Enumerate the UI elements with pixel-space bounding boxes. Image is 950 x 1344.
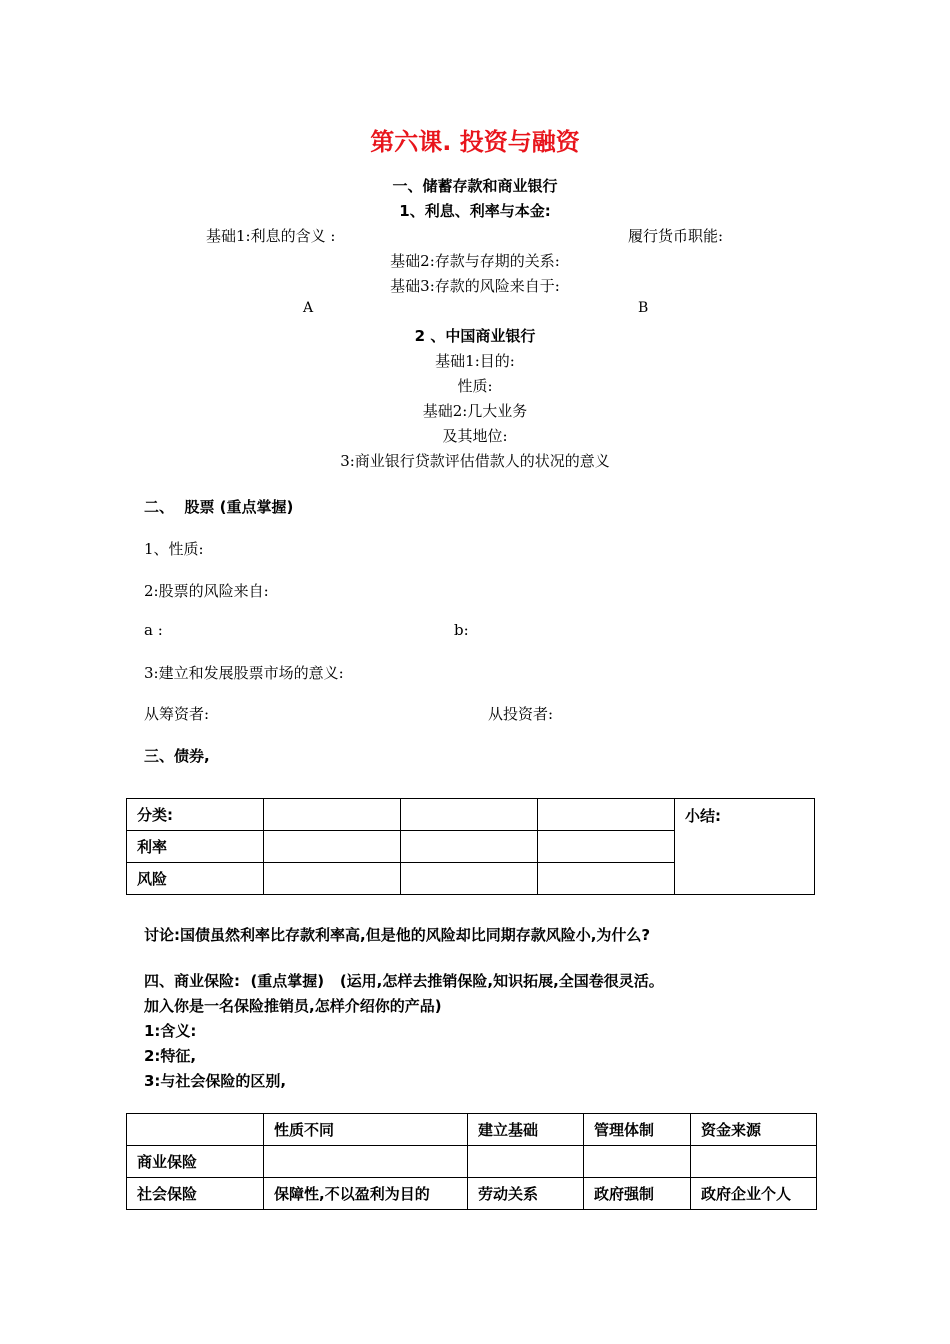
stock-nature: 1、性质: [144, 540, 204, 558]
table-cell: 劳动关系 [468, 1178, 584, 1210]
table-cell [264, 1146, 468, 1178]
market-meaning: 3:建立和发展股票市场的意义: [144, 664, 344, 682]
stock-risk: 2:股票的风险来自: [144, 582, 269, 600]
risk-b: b: [454, 621, 469, 639]
table-header: 管理体制 [584, 1114, 691, 1146]
section1-sub1: 1、利息、利率与本金: [399, 202, 551, 220]
loan-text: 3:商业银行贷款评估借款人的状况的意义 [340, 452, 610, 470]
table-cell [538, 863, 675, 895]
section2-heading: 二、 股票 (重点掌握) [144, 498, 294, 516]
section1-sub2: 2 、中国商业银行 [414, 327, 536, 345]
insurance-table [126, 1113, 817, 1210]
section1-heading: 一、储蓄存款和商业银行 [392, 177, 558, 195]
bond-table [126, 798, 815, 895]
table-cell: 商业保险 [127, 1146, 264, 1178]
table-cell [401, 831, 538, 863]
label-a: A [303, 300, 314, 316]
status-text: 及其地位: [442, 427, 508, 445]
section3-heading: 三、债券, [144, 747, 210, 765]
table-cell [264, 799, 401, 831]
label-b: B [638, 300, 649, 316]
discussion-text: 讨论:国债虽然利率比存款利率高,但是他的风险却比同期存款风险小,为什么? [144, 926, 651, 944]
table-cell [538, 831, 675, 863]
table-cell [468, 1146, 584, 1178]
insurance-item3: 3:与社会保险的区别, [144, 1072, 287, 1090]
business-text: 基础2:几大业务 [422, 402, 528, 420]
financier-text: 从筹资者: [144, 705, 210, 723]
table-cell: 政府企业个人 [691, 1178, 817, 1210]
bond-row-label: 风险 [127, 863, 264, 895]
insurance-item1: 1:含义: [144, 1022, 197, 1040]
table-cell [538, 799, 675, 831]
bond-row-label: 利率 [127, 831, 264, 863]
table-header: 资金来源 [691, 1114, 817, 1146]
purpose-text: 基础1:目的: [435, 352, 515, 370]
basic2-text: 基础2:存款与存期的关系: [390, 252, 560, 270]
table-cell [401, 799, 538, 831]
table-cell: 政府强制 [584, 1178, 691, 1210]
bond-row-label: 分类: [127, 799, 264, 831]
section4-heading-line1: 四、商业保险: (重点掌握) (运用,怎样去推销保险,知识拓展,全国卷很灵活。 [144, 972, 664, 990]
table-cell [264, 863, 401, 895]
table-header-row [127, 1114, 817, 1146]
table-cell [584, 1146, 691, 1178]
table-row [127, 1178, 817, 1210]
table-cell [691, 1146, 817, 1178]
table-row [127, 799, 815, 831]
table-header: 性质不同 [264, 1114, 468, 1146]
investor-text: 从投资者: [488, 705, 554, 723]
bond-summary: 小结: [675, 799, 815, 895]
table-cell [264, 831, 401, 863]
table-cell: 社会保险 [127, 1178, 264, 1210]
section4-heading-line2: 加入你是一名保险推销员,怎样介绍你的产品) [144, 997, 442, 1015]
basic3-text: 基础3:存款的风险来自于: [390, 277, 560, 295]
risk-a: a : [144, 621, 163, 639]
insurance-item2: 2:特征, [144, 1047, 197, 1065]
fulfill-text: 履行货币职能: [628, 227, 724, 245]
basic1-text: 基础1:利息的含义 : [206, 227, 336, 245]
table-header: 建立基础 [468, 1114, 584, 1146]
table-row [127, 1146, 817, 1178]
nature-text: 性质: [457, 377, 493, 395]
page-title: 第六课. 投资与融资 [370, 128, 580, 156]
table-header [127, 1114, 264, 1146]
table-cell: 保障性,不以盈利为目的 [264, 1178, 468, 1210]
table-cell [401, 863, 538, 895]
